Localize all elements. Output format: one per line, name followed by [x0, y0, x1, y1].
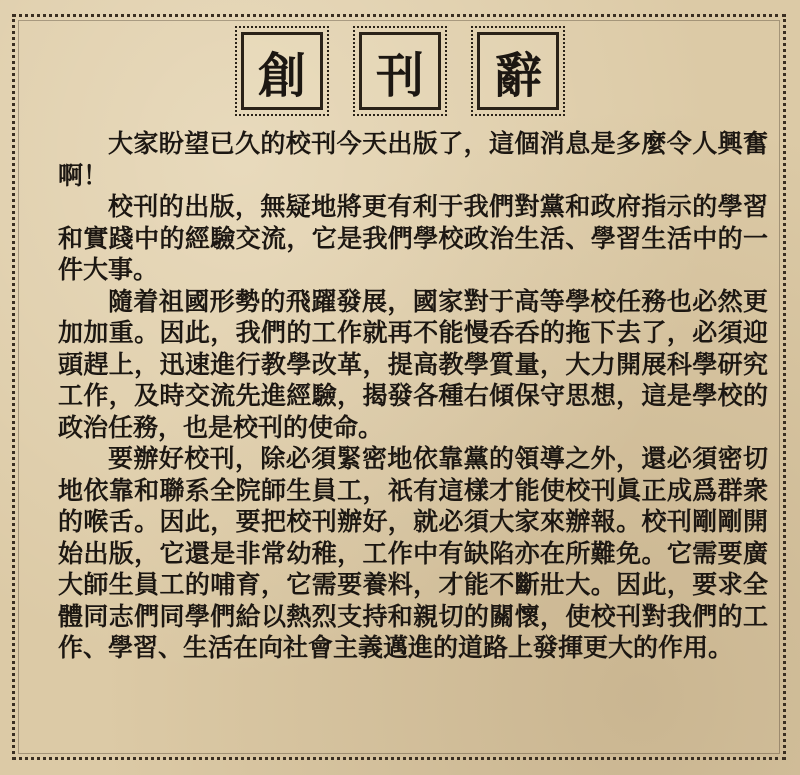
title	[0, 32, 800, 110]
paragraph: 要辦好校刊，除必須緊密地依靠黨的領導之外，還必須密切地依靠和聯系全院師生員工，祇有這樣才能使校刊眞正成爲群衆的喉舌。因此，要把校刊辦好，就必須大家來辦報。校刊剛剛開始出版，它還是非常幼稚，工作中有缺陷亦在所難免。它需要廣大師生員工的哺育，它需要養料，才能不斷壯大。因此，要求全體同志們同學們給以熱烈支持和親切的關懷，使校刊對我們的工作、學習、生活在向社會主義邁進的道路上發揮更大的作用。	[58, 444, 768, 662]
title-char: 辭	[493, 47, 542, 104]
title-char-box	[359, 32, 441, 110]
title-char: 刊	[375, 47, 424, 104]
paragraph: 校刊的出版，無疑地將更有利于我們對黨和政府指示的學習和實踐中的經驗交流，它是我們學校政治生活、學習生活中的一件大事。	[58, 192, 768, 284]
title-char-box	[477, 32, 559, 110]
paragraph: 隨着祖國形勢的飛躍發展，國家對于高等學校任務也必然更加加重。因此，我們的工作就再不能慢呑呑的拖下去了，必須迎頭趕上，迅速進行教學改革，提高教學質量，大力開展科學研究工作，及時交流先進經驗，揭發各種右傾保守思想，這是學校的政治任務，也是校刊的使命。	[58, 286, 768, 442]
title-char-box	[241, 32, 323, 110]
article-body	[58, 128, 768, 664]
paragraph: 大家盼望已久的校刊今天出版了，這個消息是多麼令人興奮啊！	[58, 129, 768, 190]
title-char: 創	[257, 47, 306, 104]
